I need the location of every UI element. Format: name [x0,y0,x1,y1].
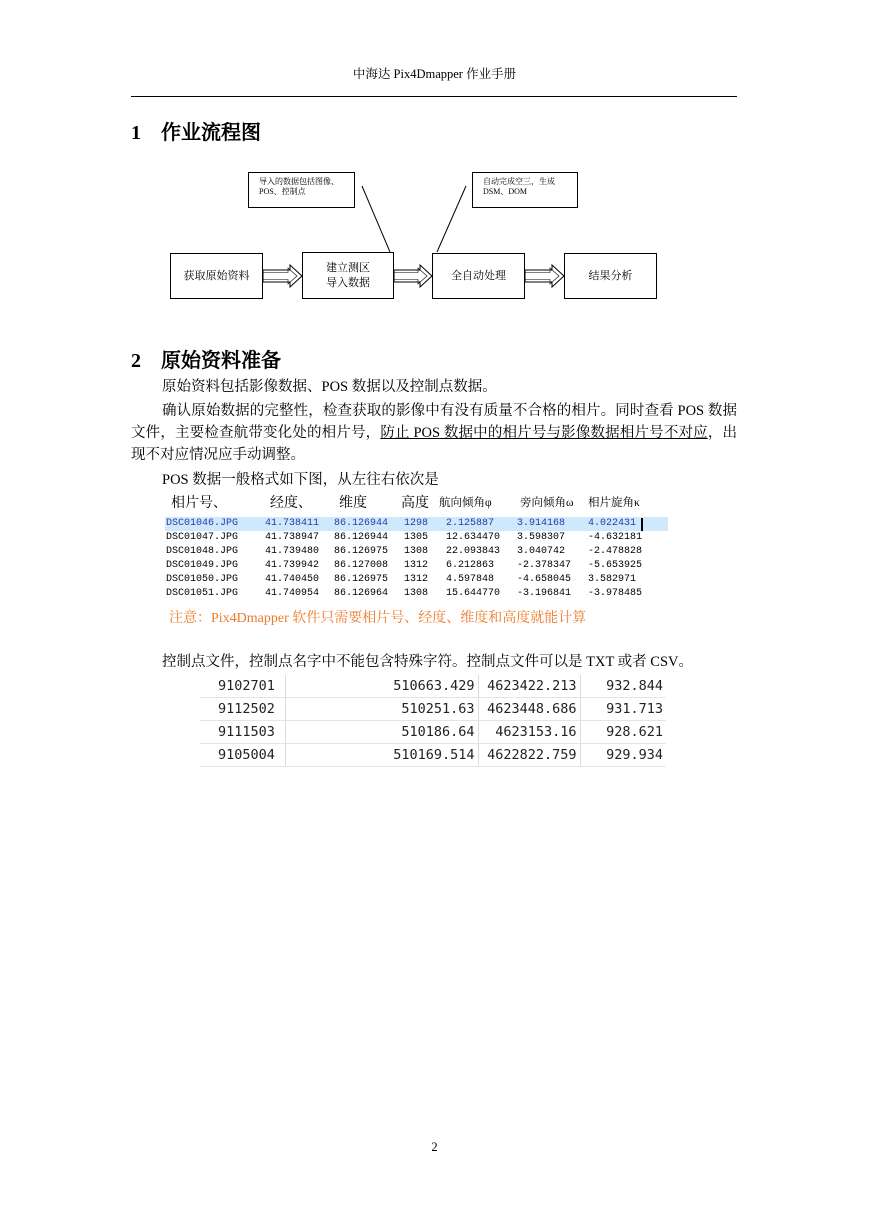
pos-col-height: 高度 [401,496,429,511]
paragraph-check-data [131,400,737,466]
cp-cell-name: 9105004 [200,744,285,767]
pos-cell-kappa: 3.582971 [588,574,637,585]
pos-cell-phi: 15.644770 [446,588,501,599]
section-1-number: 1 [131,122,141,144]
pos-cell-latitude: 86.127008 [334,560,389,571]
pos-cell-omega: -3.196841 [517,588,572,599]
pos-cell-phi: 2.125887 [446,518,495,529]
cp-cell-y: 4623153.16 [478,721,580,744]
pos-cell-longitude: 41.740450 [265,574,320,585]
pos-cell-phi: 6.212863 [446,560,495,571]
pos-cell-kappa: 4.022431 [588,518,637,529]
page-header: 中海达 Pix4Dmapper 作业手册 [352,67,517,81]
pos-cell-longitude: 41.739480 [265,546,320,557]
pos-cell-latitude: 86.126975 [334,574,389,585]
pos-cell-photo: DSC01047.JPG [166,532,239,543]
pos-cell-height: 1308 [404,588,429,599]
pos-cell-longitude: 41.738947 [265,532,320,543]
pos-data-table [165,517,669,603]
table-row [200,721,666,744]
cp-cell-name: 9102701 [200,675,285,698]
pos-note: 注意：Pix4Dmapper 软件只需要相片号、经度、维度和高度就能计算 [169,611,587,626]
pos-col-kappa: 相片旋角κ [588,497,640,509]
table-row [200,698,666,721]
pos-cell-latitude: 86.126944 [334,518,389,529]
pos-cell-omega: 3.598307 [517,532,566,543]
pos-cell-photo: DSC01051.JPG [166,588,239,599]
cp-cell-z: 932.844 [580,675,666,698]
section-2-title: 原始资料准备 [161,350,281,372]
pos-row [165,517,668,531]
pos-cell-kappa: -3.978485 [588,588,643,599]
pos-cell-phi: 12.634470 [446,532,501,543]
table-row [200,744,666,767]
text-cursor [641,518,643,531]
pos-cell-height: 1305 [404,532,429,543]
pos-cell-kappa: -2.478828 [588,546,643,557]
flow-arrow-3 [525,265,564,287]
pos-column-headings [0,492,869,512]
cp-cell-z: 929.934 [580,744,666,767]
cp-cell-y: 4623448.686 [478,698,580,721]
page-number: 2 [431,1140,438,1154]
flow-arrow-2 [394,265,432,287]
pos-cell-latitude: 86.126944 [334,532,389,543]
pos-cell-longitude: 41.739942 [265,560,320,571]
paragraph-control-points: 控制点文件，控制点名字中不能包含特殊字符。控制点文件可以是 TXT 或者 CSV。 [162,654,694,670]
cp-cell-x: 510169.514 [285,744,478,767]
cp-cell-y: 4623422.213 [478,675,580,698]
callout-line-right [437,186,466,252]
pos-cell-latitude: 86.126964 [334,588,389,599]
cp-cell-x: 510663.429 [285,675,478,698]
flowchart [0,0,869,330]
control-point-table [200,675,666,767]
pos-cell-kappa: -5.653925 [588,560,643,571]
pos-cell-longitude: 41.738411 [265,518,320,529]
flow-step-acquire: 获取原始资料 [170,253,263,299]
section-2-number: 2 [131,350,141,372]
callout-note-import: 导入的数据包括图像、POS、控制点 [248,172,355,208]
cp-cell-name: 9112502 [200,698,285,721]
paragraph-check-data-b: ，出现不对应情况应手动调整。 [131,425,738,463]
cp-cell-z: 931.713 [580,698,666,721]
paragraph-pos-format: POS 数据一般格式如下图，从左往右依次是 [162,472,439,488]
flow-step-analysis: 结果分析 [564,253,657,299]
paragraph-check-data-underline: 防止 POS 数据中的相片号与影像数据相片号不对应 [380,425,708,441]
pos-cell-height: 1312 [404,574,429,585]
cp-cell-name: 9111503 [200,721,285,744]
pos-cell-photo: DSC01048.JPG [166,546,239,557]
pos-cell-photo: DSC01049.JPG [166,560,239,571]
pos-cell-height: 1308 [404,546,429,557]
callout-line-left [362,186,390,252]
cp-cell-x: 510251.63 [285,698,478,721]
pos-cell-kappa: -4.632181 [588,532,643,543]
pos-cell-latitude: 86.126975 [334,546,389,557]
section-2-heading [131,344,281,373]
pos-cell-omega: -4.658045 [517,574,572,585]
section-1-title: 作业流程图 [161,122,261,144]
cp-cell-z: 928.621 [580,721,666,744]
pos-cell-height: 1298 [404,518,429,529]
pos-cell-photo: DSC01050.JPG [166,574,239,585]
pos-col-omega: 旁向倾角ω [520,497,574,509]
paragraph-check-data-a: 确认原始数据的完整性，检查获取的影像中有没有质量不合格的相片。同时查看 POS 数据文件，主要检查航带变化处的相片号， [131,403,737,441]
pos-cell-photo: DSC01046.JPG [166,518,239,529]
pos-cell-longitude: 41.740954 [265,588,320,599]
paragraph-materials: 原始资料包括影像数据、POS 数据以及控制点数据。 [162,379,497,395]
pos-cell-height: 1312 [404,560,429,571]
pos-cell-phi: 22.093843 [446,546,501,557]
flow-arrow-1 [263,265,302,287]
pos-cell-omega: -2.378347 [517,560,572,571]
pos-cell-phi: 4.597848 [446,574,495,585]
pos-col-latitude: 维度 [339,496,367,511]
pos-col-longitude: 经度、 [270,496,312,511]
flow-step-create-project: 建立测区导入数据 [302,252,394,299]
callout-note-auto: 自动完成空三，生成DSM、DOM [472,172,578,208]
pos-cell-omega: 3.040742 [517,546,566,557]
cp-cell-y: 4622822.759 [478,744,580,767]
pos-col-phi: 航向倾角φ [439,497,492,509]
table-row [200,675,666,698]
cp-cell-x: 510186.64 [285,721,478,744]
pos-cell-omega: 3.914168 [517,518,566,529]
flow-step-auto-process: 全自动处理 [432,253,525,299]
pos-col-photo: 相片号、 [171,496,227,511]
